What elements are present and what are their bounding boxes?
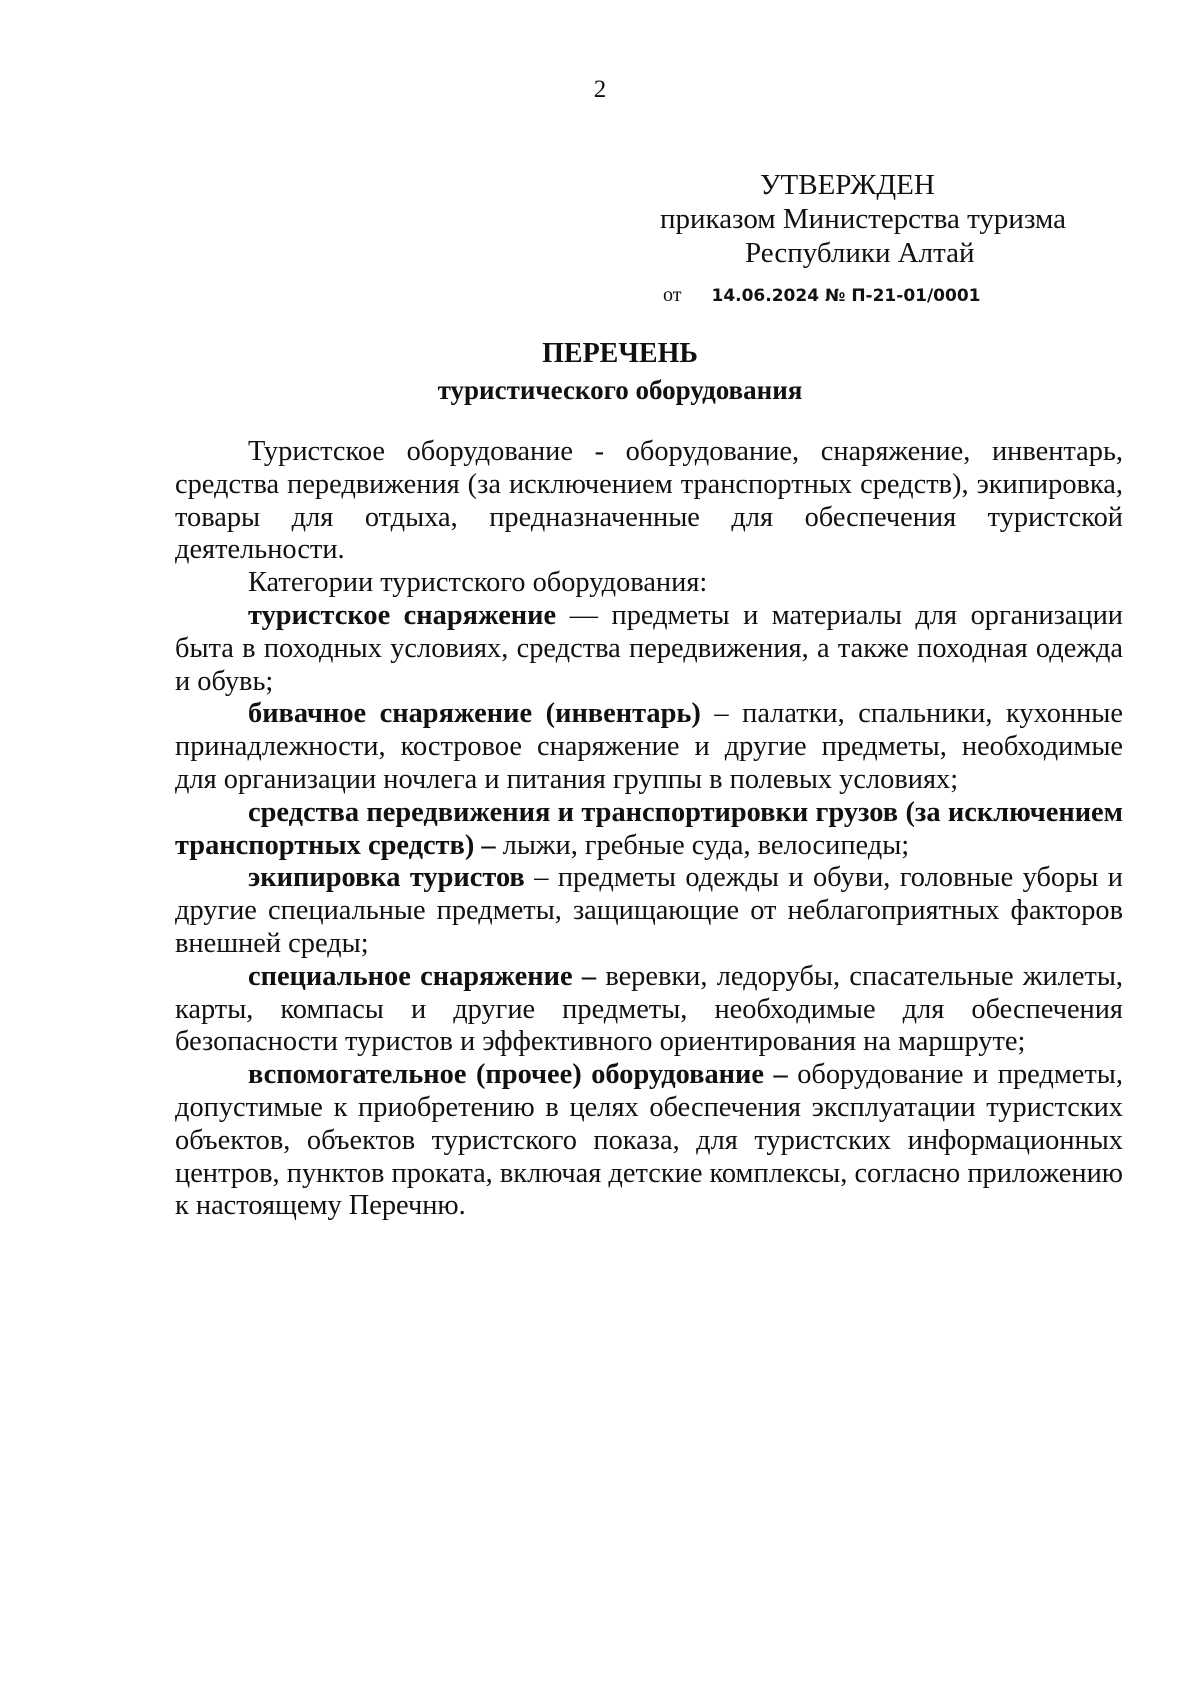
- category-item: [175, 600, 1123, 698]
- approval-block: [660, 168, 1120, 309]
- category-item: [175, 1059, 1123, 1223]
- category-description: лыжи, гребные суда, велосипеды;: [495, 829, 910, 861]
- category-term: средства передвижения и транспортировки грузов (за исключением транспортных средств) –: [175, 796, 1123, 861]
- approval-order-number: 14.06.2024 № П-21-01/0001: [711, 286, 981, 306]
- category-term: экипировка туристов: [248, 862, 525, 894]
- approval-heading: УТВЕРЖДЕН: [760, 169, 935, 201]
- category-item: [175, 961, 1123, 1059]
- category-description: — предметы и материалы для организации быта в походных условиях, средства передвижения, а также походная одежда и обувь;: [175, 599, 1123, 697]
- title-main: ПЕРЕЧЕНЬ: [542, 338, 698, 369]
- category-item: [175, 797, 1123, 863]
- document-title: [0, 336, 1200, 408]
- approval-ministry: приказом Министерства туризма: [660, 203, 1067, 235]
- category-description: оборудование и предметы, допустимые к приобретению в целях обеспечения эксплуатации туристских объектов, объектов туристского показа, для туристских информационных центров, пунктов проката, включая детские комплексы, согласно приложению к настоящему Перечню.: [175, 1059, 1123, 1222]
- approval-from-label: от: [663, 284, 682, 306]
- approval-order-line: [660, 282, 1120, 309]
- category-term: бивачное снаряжение (инвентарь): [248, 698, 701, 730]
- category-term: специальное снаряжение –: [248, 960, 597, 992]
- category-term: туристское снаряжение: [248, 599, 557, 631]
- title-subtitle: туристического оборудования: [437, 375, 803, 405]
- categories-intro: Категории туристского оборудования:: [248, 567, 708, 599]
- category-term: вспомогательное (прочее) оборудование –: [248, 1059, 788, 1091]
- category-description: – палатки, спальники, кухонные принадлежности, костровое снаряжение и другие предметы, необходимые для организации ночлега и питания группы в полевых условиях;: [175, 698, 1123, 795]
- category-item: [175, 862, 1123, 960]
- approval-republic: Республики Алтай: [745, 237, 975, 269]
- category-description: – предметы одежды и обуви, головные уборы и другие специальные предметы, защищающие от неблагоприятных факторов внешней среды;: [175, 862, 1123, 959]
- page-number: 2: [593, 76, 607, 103]
- category-description: веревки, ледорубы, спасательные жилеты, карты, компасы и другие предметы, необходимые для обеспечения безопасности туристов и эффективного ориентирования на маршруте;: [175, 960, 1124, 1058]
- definition-paragraph: Туристское оборудование - оборудование, снаряжение, инвентарь, средства передвижения (за исключением транспортных средств), экипировка, товары для отдыха, предназначенные для обеспечения туристской деятельности.: [175, 436, 1123, 566]
- document-body: [175, 436, 1123, 1223]
- category-item: [175, 698, 1123, 796]
